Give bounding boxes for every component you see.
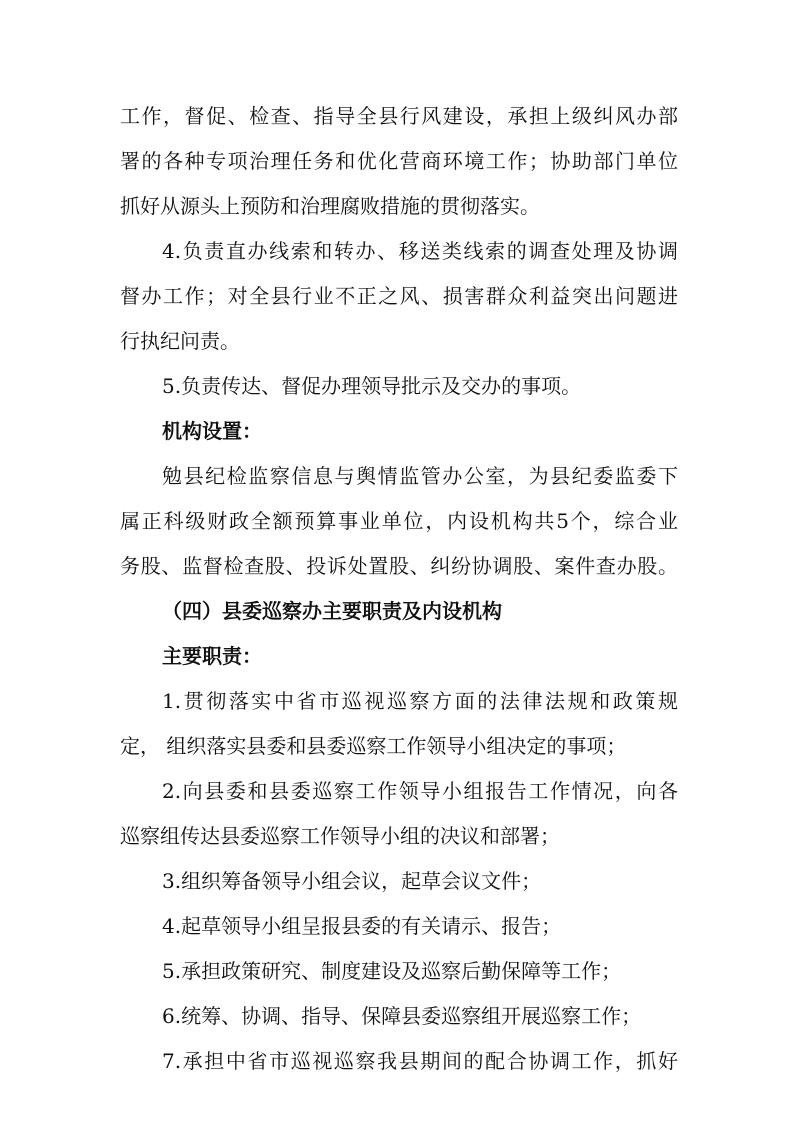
section-heading: （四）县委巡察办主要职责及内设机构 [162,599,502,623]
text-line: 属正科级财政全额预算事业单位，内设机构共5个，综合业 [120,509,678,533]
text-line: 1.贯彻落实中省市巡视巡察方面的法律法规和政策规 [162,689,678,713]
text-line: 4.负责直办线索和转办、移送类线索的调查处理及协调 [162,239,678,263]
section-heading: 机构设置： [162,419,262,443]
text-line: 5.负责传达、督促办理领导批示及交办的事项。 [162,374,582,398]
text-line: 勉县纪检监察信息与舆情监管办公室，为县纪委监委下 [162,464,678,488]
text-line: 2.向县委和县委巡察工作领导小组报告工作情况，向各 [162,779,678,803]
text-line: 工作，督促、检查、指导全县行风建设，承担上级纠风办部 [120,104,678,128]
text-line: 行执纪问责。 [120,329,240,353]
text-line: 抓好从源头上预防和治理腐败措施的贯彻落实。 [120,194,540,218]
text-line: 巡察组传达县委巡察工作领导小组的决议和部署； [120,824,560,848]
text-line: 6.统筹、协调、指导、保障县委巡察组开展巡察工作； [162,1004,642,1028]
text-line: 督办工作；对全县行业不正之风、损害群众利益突出问题进 [120,284,678,308]
text-line: 署的各种专项治理任务和优化营商环境工作；协助部门单位 [120,149,678,173]
text-line: 务股、监督检查股、投诉处置股、纠纷协调股、案件查办股。 [120,554,678,578]
text-line: 定， 组织落实县委和县委巡察工作领导小组决定的事项； [120,734,627,758]
text-line: 7.承担中省市巡视巡察我县期间的配合协调工作，抓好 [162,1049,678,1073]
text-line: 4.起草领导小组呈报县委的有关请示、报告； [162,914,562,938]
text-line: 5.承担政策研究、制度建设及巡察后勤保障等工作； [162,959,622,983]
section-heading: 主要职责： [162,644,262,668]
text-line: 3.组织筹备领导小组会议，起草会议文件； [162,869,542,893]
